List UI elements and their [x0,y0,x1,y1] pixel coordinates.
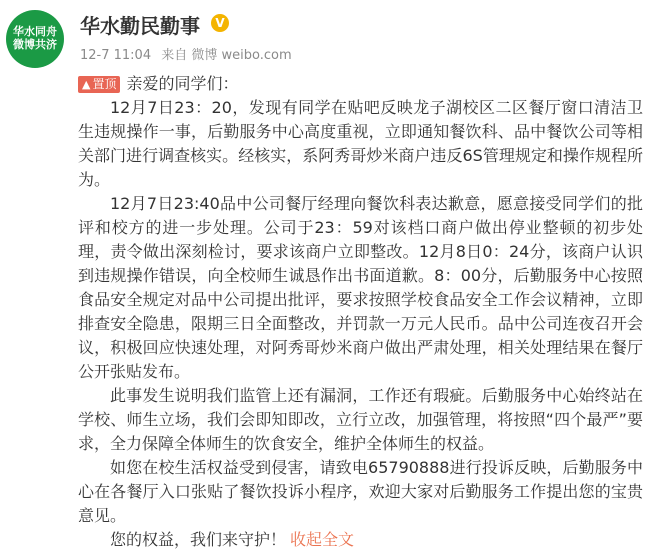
collapse-link[interactable]: 收起全文 [290,530,355,549]
account-name[interactable]: 华水勤民勤事 [80,14,200,38]
paragraph-1: 12月7日23：20，发现有同学在贴吧反映龙子湖校区二区餐厅窗口清洁卫生违规操作一事，后勤服务中心高度重视，立即通知餐饮科、品中餐饮公司等相关部门进行调查核实。经核实，系阿秀哥炒米商户违反6S管理规定和操作规程所为。 [78,98,643,189]
post-content [78,72,643,552]
post-time[interactable]: 12-7 11:04 [80,48,152,63]
post-meta [80,44,298,63]
pin-icon: ▲ [82,78,91,91]
avatar-text-line2: 微博共济 [13,38,57,51]
pin-badge [78,76,120,93]
post-source: 来自 微博 weibo.com [161,48,292,63]
greeting-text: 亲爱的同学们： [126,74,239,93]
greeting-line [78,72,643,96]
verified-icon: V [210,13,230,33]
pin-label: 置顶 [92,77,117,91]
closing-line [78,528,643,552]
paragraph-4: 如您在校生活权益受到侵害，请致电65790888进行投诉反映，后勤服务中心在各餐厅入口张贴了餐饮投诉小程序，欢迎大家对后勤服务工作提出您的宝贵意见。 [78,458,643,525]
avatar-text-line1: 华水同舟 [13,25,57,39]
paragraph-2: 12月7日23:40品中公司餐厅经理向餐饮科表达歉意，愿意接受同学们的批评和校方的进一步处理。公司于23：59对该档口商户做出停业整顿的初步处理，责令做出深刻检讨，要求该商户立即整改。12月8日0：24分，该商户认识到违规操作错误，向全校师生诚恳作出书面道歉。8：00分，后勤服务中心按照食品安全规定对品中公司提出批评，要求按照学校食品安全工作会议精神，立即排查安全隐患，限期三日全面整改，并罚款一万元人民币。品中公司连夜召开会议，积极回应快速处理，对阿秀哥炒米商户做出严肃处理，相关处理结果在餐厅公开张贴发布。 [78,194,643,381]
avatar[interactable] [6,10,64,68]
post-header [0,0,660,70]
closing-text: 您的权益，我们来守护！ [110,530,287,549]
paragraph-3: 此事发生说明我们监管上还有漏洞，工作还有瑕疵。后勤服务中心始终站在学校、师生立场，我们会即知即改，立行立改，加强管理，将按照“四个最严”要求，全力保障全体师生的饮食安全，维护全体师生的权益。 [78,386,643,453]
